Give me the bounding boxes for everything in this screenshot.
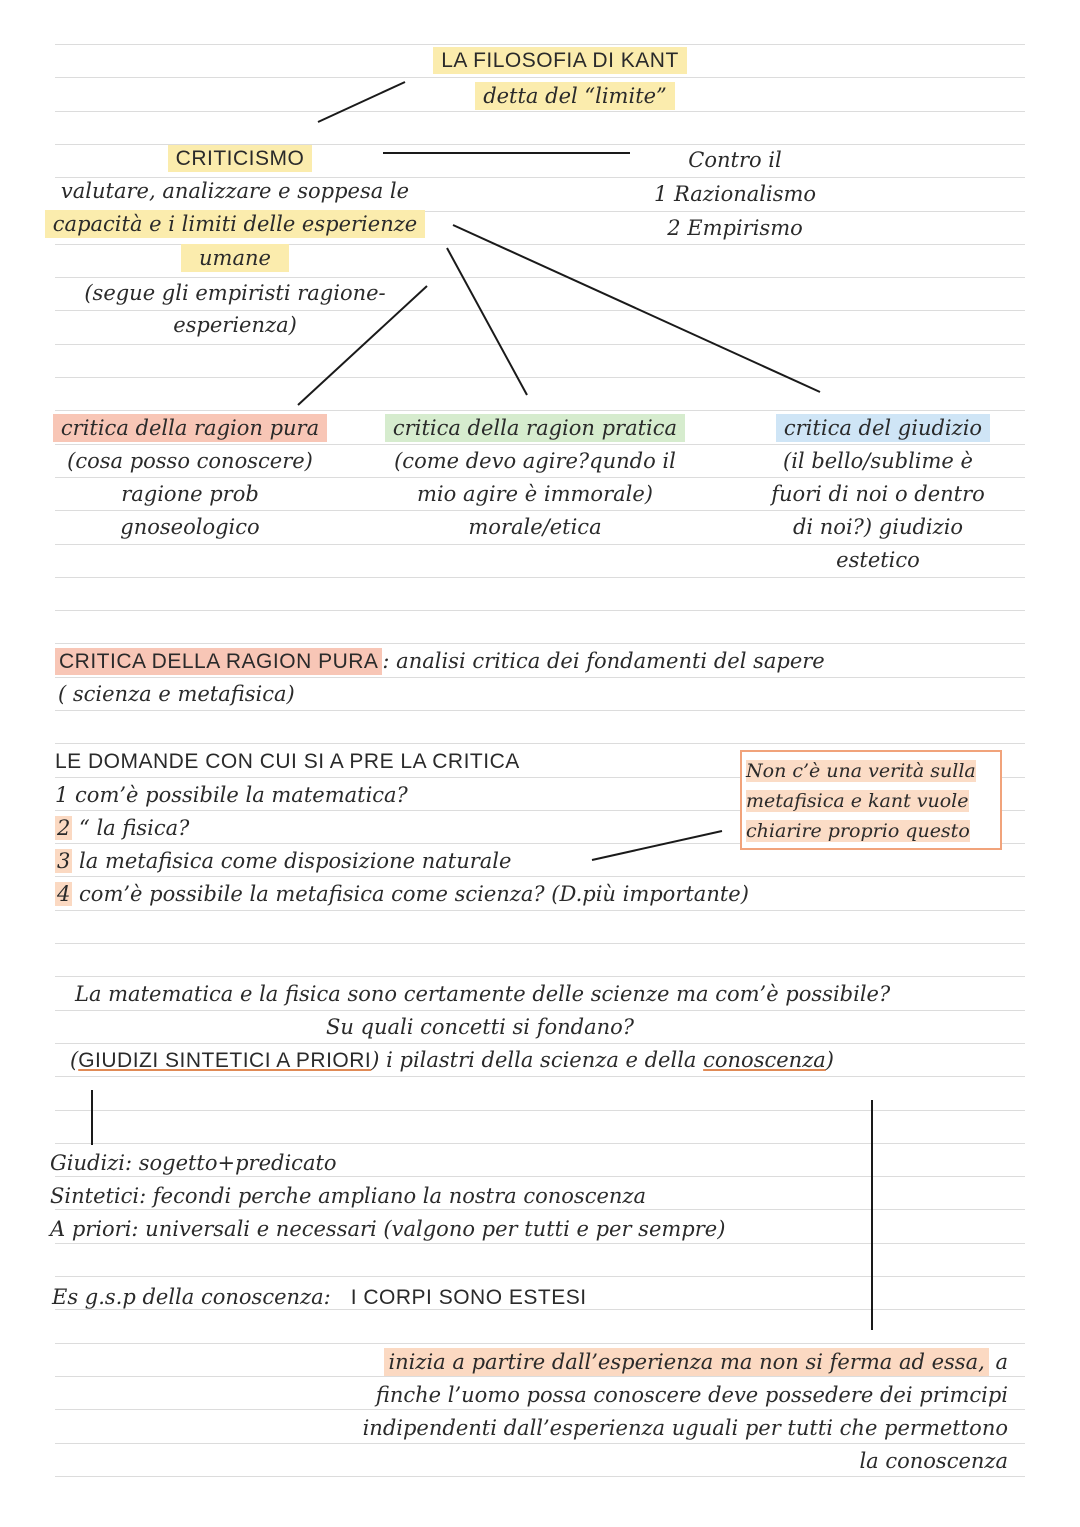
conoscenza-label: conoscenza — [703, 1048, 826, 1072]
criticismo-line-5: esperienza) — [173, 313, 297, 337]
title-connector — [318, 82, 405, 122]
domanda-2: 2 “ la fisica? — [57, 816, 190, 840]
branch-giudizio — [453, 225, 820, 392]
metafisica-note-box — [740, 750, 1002, 850]
critica-ragion-pratica-line-2: mio agire è immorale) — [417, 482, 653, 506]
ruled-line — [55, 344, 1025, 345]
critica-giudizio-line-2: fuori di noi o dentro — [771, 482, 985, 506]
criticismo-line-3: umane — [30, 248, 440, 269]
giudizi-intro-line-1: La matematica e la fisica sono certamente delle scienze ma com’è possibile? — [75, 982, 891, 1006]
ruled-line — [55, 510, 1025, 511]
ruled-line — [55, 410, 1025, 411]
ruled-line — [55, 976, 1025, 977]
domande-heading: LE DOMANDE CON CUI SI A PRE LA CRITICA — [55, 750, 520, 773]
critica-giudizio-title: critica del giudizio — [748, 418, 1018, 439]
critica-ragion-pura-line-3: gnoseologico — [120, 515, 260, 539]
ruled-line — [55, 1243, 1025, 1244]
critica-giudizio-line-1: (il bello/sublime è — [783, 449, 973, 473]
ragion-pura-line-2: ( scienza e metafisica) — [58, 682, 295, 706]
ruled-line — [55, 477, 1025, 478]
note-connector — [592, 831, 722, 860]
ruled-line — [55, 710, 1025, 711]
ruled-line — [55, 1143, 1025, 1144]
contro-item-1: 1 Razionalismo — [653, 182, 817, 206]
contro-item-2: 2 Empirismo — [667, 216, 803, 240]
ruled-line — [55, 1043, 1025, 1044]
ruled-line — [55, 111, 1025, 112]
ruled-line — [55, 1309, 1025, 1310]
ruled-line — [55, 677, 1025, 678]
definizione-giudizi: Giudizi: sogetto+predicato — [50, 1151, 337, 1175]
ruled-line — [55, 310, 1025, 311]
ruled-line — [55, 277, 1025, 278]
ruled-line — [55, 610, 1025, 611]
critica-ragion-pura-line-2: ragione prob — [121, 482, 259, 506]
ruled-line — [55, 743, 1025, 744]
conclusione-line-1: inizia a partire dall’esperienza ma non si ferma ad essa, a — [384, 1352, 1008, 1373]
ruled-line — [55, 943, 1025, 944]
conclusione-line-3: indipendenti dall’esperienza uguali per tutti che permettono — [362, 1416, 1008, 1440]
critica-ragion-pura-title: critica della ragion pura — [30, 418, 350, 439]
ruled-line — [55, 577, 1025, 578]
critica-giudizio-line-4: estetico — [836, 548, 920, 572]
conclusione-line-2: finche l’uomo possa conoscere deve possedere dei primcipi — [375, 1383, 1008, 1407]
ruled-line — [55, 1010, 1025, 1011]
ruled-line — [55, 444, 1025, 445]
note-line-2: metafisica e kant vuole — [746, 790, 969, 812]
critica-ragion-pratica-line-3: morale/etica — [468, 515, 602, 539]
ruled-line — [55, 1443, 1025, 1444]
ruled-line — [55, 44, 1025, 45]
note-line-1: Non c’è una verità sulla — [746, 760, 976, 782]
criticismo-heading: CRITICISMO — [150, 148, 330, 169]
note-line-3: chiarire proprio questo — [746, 820, 970, 842]
domanda-1: 1 com’è possibile la matematica? — [55, 783, 408, 807]
definizione-a-priori: A priori: universali e necessari (valgono per tutti e per sempre) — [50, 1217, 726, 1241]
conclusione-line-4: la conoscenza — [859, 1449, 1008, 1473]
ruled-line — [55, 1176, 1025, 1177]
ruled-line — [55, 910, 1025, 911]
criticismo-line-2: capacità e i limiti delle esperienze — [30, 214, 440, 235]
giudizi-intro-line-2: Su quali concetti si fondano? — [325, 1015, 635, 1039]
ruled-line — [55, 177, 1025, 178]
ruled-line — [55, 876, 1025, 877]
domanda-4: 4 com’è possibile la metafisica come scienza? (D.più importante) — [57, 882, 749, 906]
ruled-line — [55, 1376, 1025, 1377]
ruled-line — [55, 1476, 1025, 1477]
contro-heading: Contro il — [688, 148, 782, 172]
ruled-line — [55, 1343, 1025, 1344]
esempio-line: Es g.s.p della conoscenza: I CORPI SONO ESTESI — [52, 1285, 587, 1309]
ruled-line — [55, 1076, 1025, 1077]
ruled-line — [55, 1209, 1025, 1210]
ragion-pura-definition: CRITICA DELLA RAGION PURA : analisi critica dei fondamenti del sapere — [55, 651, 825, 672]
critica-ragion-pratica-line-1: (come devo agire?qundo il — [394, 449, 676, 473]
criticismo-line-4: (segue gli empiristi ragione- — [84, 281, 386, 305]
critica-ragion-pura-line-1: (cosa posso conoscere) — [67, 449, 313, 473]
critica-ragion-pratica-title: critica della ragion pratica — [365, 418, 705, 439]
page-subtitle: detta del “limite” — [460, 86, 690, 107]
ruled-line — [55, 1409, 1025, 1410]
definizione-sintetici: Sintetici: fecondi perche ampliano la nostra conoscenza — [50, 1184, 646, 1208]
ruled-line — [55, 377, 1025, 378]
page-title: LA FILOSOFIA DI KANT — [395, 50, 725, 71]
criticismo-line-1: valutare, analizzare e soppesa le — [60, 179, 410, 203]
giudizi-sintetici-label: GIUDIZI SINTETICI A PRIORI — [78, 1049, 372, 1072]
giudizi-intro-line-3: (GIUDIZI SINTETICI A PRIORI) i pilastri della scienza e della conoscenza) — [70, 1048, 834, 1072]
ruled-line — [55, 643, 1025, 644]
critica-giudizio-line-3: di noi?) giudizio — [792, 515, 964, 539]
ruled-line — [55, 1110, 1025, 1111]
ruled-line — [55, 77, 1025, 78]
domanda-3: 3 la metafisica come disposizione naturale — [57, 849, 512, 873]
branch-ragion-pratica — [447, 248, 527, 395]
ruled-line — [55, 1276, 1025, 1277]
ruled-line — [55, 544, 1025, 545]
